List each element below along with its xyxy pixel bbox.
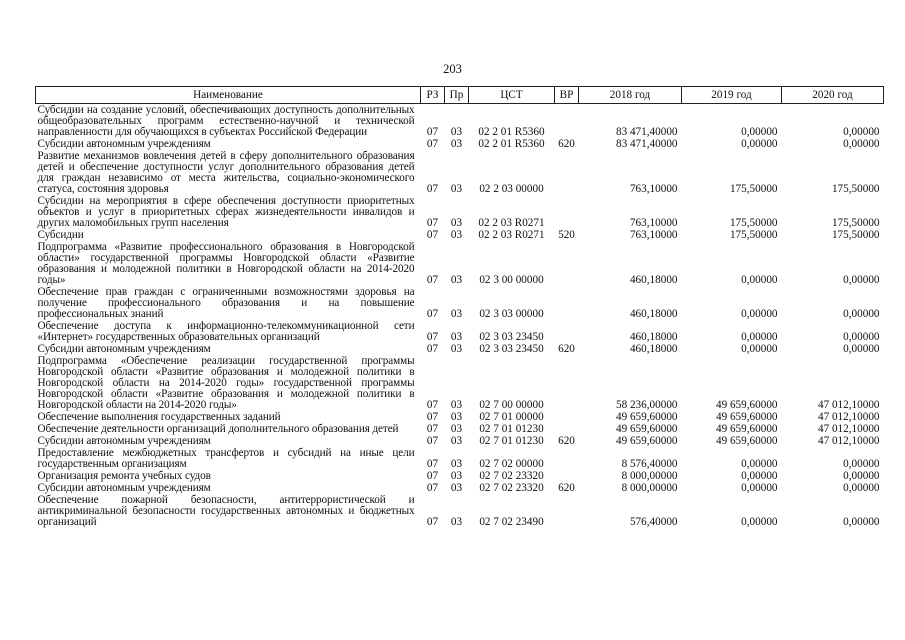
cell-rz: 07 [426,308,439,320]
cell-cst: 02 2 03 00000 [479,183,544,195]
cell-y2019: 175,50000 [729,183,778,195]
cell-y2019: 0,00000 [741,138,778,150]
table-row [36,482,884,494]
cell-y2019: 49 659,60000 [715,423,778,435]
cell-y2019: 0,00000 [741,482,778,494]
table-row [36,447,884,470]
cell-rz: 07 [426,126,439,138]
cell-rz: 07 [426,138,439,150]
header-2020: 2020 год [782,87,884,104]
table-body [36,104,884,529]
cell-pr: 03 [450,274,463,286]
cell-y2020: 0,00000 [843,274,880,286]
cell-pr: 03 [450,229,463,241]
table-row [36,411,884,423]
cell-cst: 02 3 03 00000 [479,308,544,320]
cell-rz: 07 [426,217,439,229]
cell-pr: 03 [450,458,463,470]
cell-y2020: 0,00000 [843,470,880,482]
cell-rz: 07 [426,423,439,435]
cell-vr: 620 [558,435,575,447]
cell-y2019: 0,00000 [741,343,778,355]
cell-cst: 02 3 00 00000 [479,274,544,286]
cell-pr: 03 [450,423,463,435]
cell-vr [555,320,579,343]
cell-y2019: 0,00000 [741,516,778,528]
header-name: Наименование [36,87,421,104]
cell-cst: 02 7 02 00000 [479,458,544,470]
cell-y2018: 460,18000 [629,343,678,355]
cell-vr: 620 [558,138,575,150]
cell-rz: 07 [426,482,439,494]
cell-pr: 03 [450,217,463,229]
cell-cst: 02 7 01 01230 [479,423,544,435]
cell-vr: 520 [558,229,575,241]
cell-y2018: 8 576,40000 [621,458,678,470]
cell-cst: 02 7 00 00000 [479,399,544,411]
cell-y2018: 763,10000 [629,229,678,241]
cell-name: Обеспечение выполнения государственных заданий [37,411,281,423]
cell-y2019: 0,00000 [741,470,778,482]
cell-cst: 02 7 01 01230 [479,435,544,447]
cell-pr: 03 [450,435,463,447]
cell-pr: 03 [450,482,463,494]
cell-vr [555,104,579,139]
cell-pr: 03 [450,411,463,423]
cell-rz: 07 [426,274,439,286]
cell-y2020: 0,00000 [843,331,880,343]
cell-rz: 07 [426,229,439,241]
cell-y2020: 0,00000 [843,138,880,150]
table-row [36,423,884,435]
cell-cst: 02 7 01 00000 [479,411,544,423]
cell-y2020: 175,50000 [831,217,880,229]
cell-vr [555,150,579,195]
cell-y2018: 49 659,60000 [615,423,678,435]
cell-name: Развитие механизмов вовлечения детей в сферу дополнительного образования детей и обеспечение доступности услуг дополнительного образования детей для граждан независимо от места жительства, социально-экономического статуса, состояния здоровья [37,150,415,195]
cell-rz: 07 [426,411,439,423]
page-number: 203 [443,62,462,76]
cell-rz: 07 [426,470,439,482]
table-row [36,435,884,447]
cell-name: Субсидии на создание условий, обеспечивающих доступность дополнительных общеобразовательных программ естественно-научной и технической направленности для обучающихся в субъектах Российской Федерации [37,104,415,138]
cell-pr: 03 [450,126,463,138]
cell-vr [555,447,579,470]
cell-cst: 02 3 03 23450 [479,331,544,343]
cell-y2018: 576,40000 [629,516,678,528]
table-row [36,150,884,195]
cell-pr: 03 [450,399,463,411]
cell-y2018: 460,18000 [629,274,678,286]
table-row [36,241,884,286]
cell-y2019: 49 659,60000 [715,435,778,447]
cell-vr [555,423,579,435]
cell-name: Субсидии [37,229,84,241]
cell-y2018: 763,10000 [629,183,678,195]
cell-y2019: 49 659,60000 [715,399,778,411]
cell-rz: 07 [426,435,439,447]
cell-y2019: 49 659,60000 [715,411,778,423]
header-pr: Пр [445,87,469,104]
cell-name: Субсидии автономным учреждениям [37,482,211,494]
header-2019: 2019 год [682,87,782,104]
cell-pr: 03 [450,470,463,482]
cell-rz: 07 [426,516,439,528]
cell-y2020: 47 012,10000 [817,411,880,423]
table-row [36,229,884,241]
cell-name: Субсидии автономным учреждениям [37,138,211,150]
cell-y2020: 0,00000 [843,516,880,528]
cell-cst: 02 3 03 23450 [479,343,544,355]
cell-pr: 03 [450,331,463,343]
budget-table [35,86,884,528]
cell-y2018: 49 659,60000 [615,435,678,447]
cell-vr [555,241,579,286]
cell-y2018: 763,10000 [629,217,678,229]
cell-y2018: 83 471,40000 [615,138,678,150]
cell-name: Обеспечение прав граждан с ограниченными возможностями здоровья на получение профессионального образования и на повышение профессиональных знаний [37,286,415,320]
table-row [36,355,884,411]
cell-y2018: 460,18000 [629,331,678,343]
cell-y2020: 47 012,10000 [817,435,880,447]
header-cst: ЦСТ [469,87,555,104]
cell-name: Субсидии автономным учреждениям [37,435,211,447]
cell-rz: 07 [426,399,439,411]
header-vr: ВР [555,87,579,104]
table-row [36,494,884,528]
cell-cst: 02 7 02 23320 [479,482,544,494]
cell-y2020: 0,00000 [843,482,880,494]
cell-y2019: 175,50000 [729,217,778,229]
cell-vr [555,470,579,482]
cell-cst: 02 7 02 23490 [479,516,544,528]
cell-name: Обеспечение доступа к информационно-телекоммуникационной сети «Интернет» государственных образовательных организаций [37,320,415,343]
cell-name: Обеспечение пожарной безопасности, антитеррористической и антикриминальной безопасности государственных автономных и бюджетных организаций [37,494,415,528]
table-row [36,104,884,139]
cell-y2020: 0,00000 [843,308,880,320]
cell-cst: 02 2 03 R0271 [478,229,545,241]
cell-y2020: 175,50000 [831,183,880,195]
table-row [36,286,884,320]
table-row [36,320,884,343]
cell-y2020: 47 012,10000 [817,423,880,435]
cell-name: Организация ремонта учебных судов [37,470,211,482]
cell-cst: 02 2 03 R0271 [478,217,545,229]
cell-pr: 03 [450,343,463,355]
header-2018: 2018 год [579,87,682,104]
cell-cst: 02 7 02 23320 [479,470,544,482]
cell-name: Подпрограмма «Развитие профессионального образования в Новгородской области» государственной программы Новгородской области «Развитие образования и молодежной политики в Новгородской области на 2014-2020 годы» [37,241,415,286]
cell-pr: 03 [450,308,463,320]
cell-y2018: 8 000,00000 [621,470,678,482]
cell-name: Субсидии на мероприятия в сфере обеспечения доступности приоритетных объектов и услуг в приоритетных сферах жизнедеятельности инвалидов и других маломобильных групп населения [37,195,415,229]
cell-pr: 03 [450,516,463,528]
table-header-row [36,87,884,104]
cell-cst: 02 2 01 R5360 [478,126,545,138]
table-row [36,195,884,229]
cell-y2018: 83 471,40000 [615,126,678,138]
cell-y2019: 0,00000 [741,308,778,320]
cell-y2019: 0,00000 [741,331,778,343]
cell-y2018: 58 236,00000 [615,399,678,411]
table-row [36,138,884,150]
cell-y2018: 8 000,00000 [621,482,678,494]
cell-y2018: 460,18000 [629,308,678,320]
cell-y2020: 47 012,10000 [817,399,880,411]
cell-y2019: 0,00000 [741,126,778,138]
cell-vr [555,286,579,320]
cell-rz: 07 [426,458,439,470]
header-rz: РЗ [421,87,445,104]
cell-name: Субсидии автономным учреждениям [37,343,211,355]
cell-vr: 620 [558,343,575,355]
cell-y2019: 175,50000 [729,229,778,241]
table-row [36,343,884,355]
table-row [36,470,884,482]
cell-rz: 07 [426,331,439,343]
cell-y2019: 0,00000 [741,458,778,470]
cell-vr [555,411,579,423]
cell-pr: 03 [450,183,463,195]
cell-y2018: 49 659,60000 [615,411,678,423]
cell-cst: 02 2 01 R5360 [478,138,545,150]
cell-y2020: 0,00000 [843,126,880,138]
cell-y2020: 0,00000 [843,343,880,355]
cell-y2020: 175,50000 [831,229,880,241]
cell-rz: 07 [426,183,439,195]
cell-name: Предоставление межбюджетных трансфертов и субсидий на иные цели государственным организациям [37,447,415,470]
cell-vr [555,355,579,411]
cell-name: Обеспечение деятельности организаций дополнительного образования детей [37,423,399,435]
cell-vr [555,195,579,229]
cell-vr: 620 [558,482,575,494]
cell-rz: 07 [426,343,439,355]
cell-pr: 03 [450,138,463,150]
cell-name: Подпрограмма «Обеспечение реализации государственной программы Новгородской области «Развитие образования и молодежной политики в Новгородской области на 2014-2020 годы» государственной программы Новгородской области «Развитие образования и молодежной политики в Новгородской области на 2014-2020 годы» [37,355,415,411]
cell-y2020: 0,00000 [843,458,880,470]
cell-vr [555,494,579,528]
cell-y2019: 0,00000 [741,274,778,286]
